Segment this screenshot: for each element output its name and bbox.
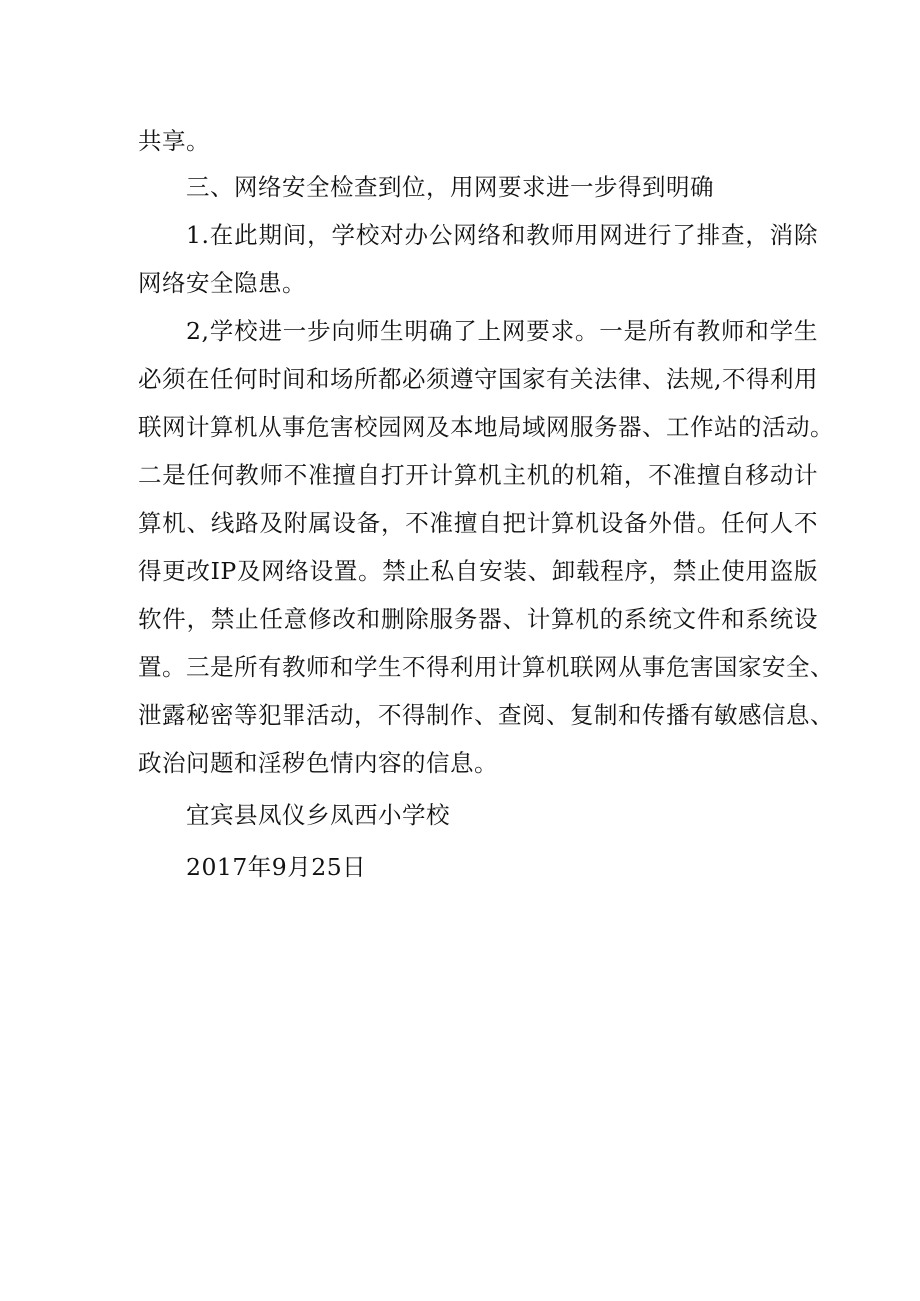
paragraph-line: 共享。: [138, 127, 210, 155]
signature-organization: 宜宾县凤仪乡凤西小学校: [186, 801, 450, 829]
paragraph-line: 政治问题和淫秽色情内容的信息。: [138, 749, 498, 777]
paragraph-line: 联网计算机从事危害校园网及本地局域网服务器、工作站的活动。: [138, 413, 834, 441]
paragraph-line: 泄露秘密等犯罪活动，不得制作、查阅、复制和传播有敏感信息、: [138, 701, 834, 729]
paragraph-line: 1.在此期间，学校对办公网络和教师用网进行了排查，消除: [186, 221, 818, 249]
signature-date: 2017年9月25日: [186, 853, 367, 881]
paragraph-line: 算机、线路及附属设备，不准擅自把计算机设备外借。任何人不: [138, 509, 818, 537]
paragraph-line: 网络安全隐患。: [138, 269, 306, 297]
section-heading: 三、网络安全检查到位，用网要求进一步得到明确: [186, 173, 714, 201]
paragraph-line: 置。三是所有教师和学生不得利用计算机联网从事危害国家安全、: [138, 653, 834, 681]
paragraph-line: 软件，禁止任意修改和删除服务器、计算机的系统文件和系统设: [138, 605, 818, 633]
paragraph-line: 必须在任何时间和场所都必须遵守国家有关法律、法规,不得利用: [138, 365, 818, 393]
paragraph-line: 2,学校进一步向师生明确了上网要求。一是所有教师和学生: [186, 317, 818, 345]
paragraph-line: 得更改IP及网络设置。禁止私自安装、卸载程序，禁止使用盗版: [138, 557, 818, 585]
paragraph-line: 二是任何教师不准擅自打开计算机主机的机箱，不准擅自移动计: [138, 461, 818, 489]
